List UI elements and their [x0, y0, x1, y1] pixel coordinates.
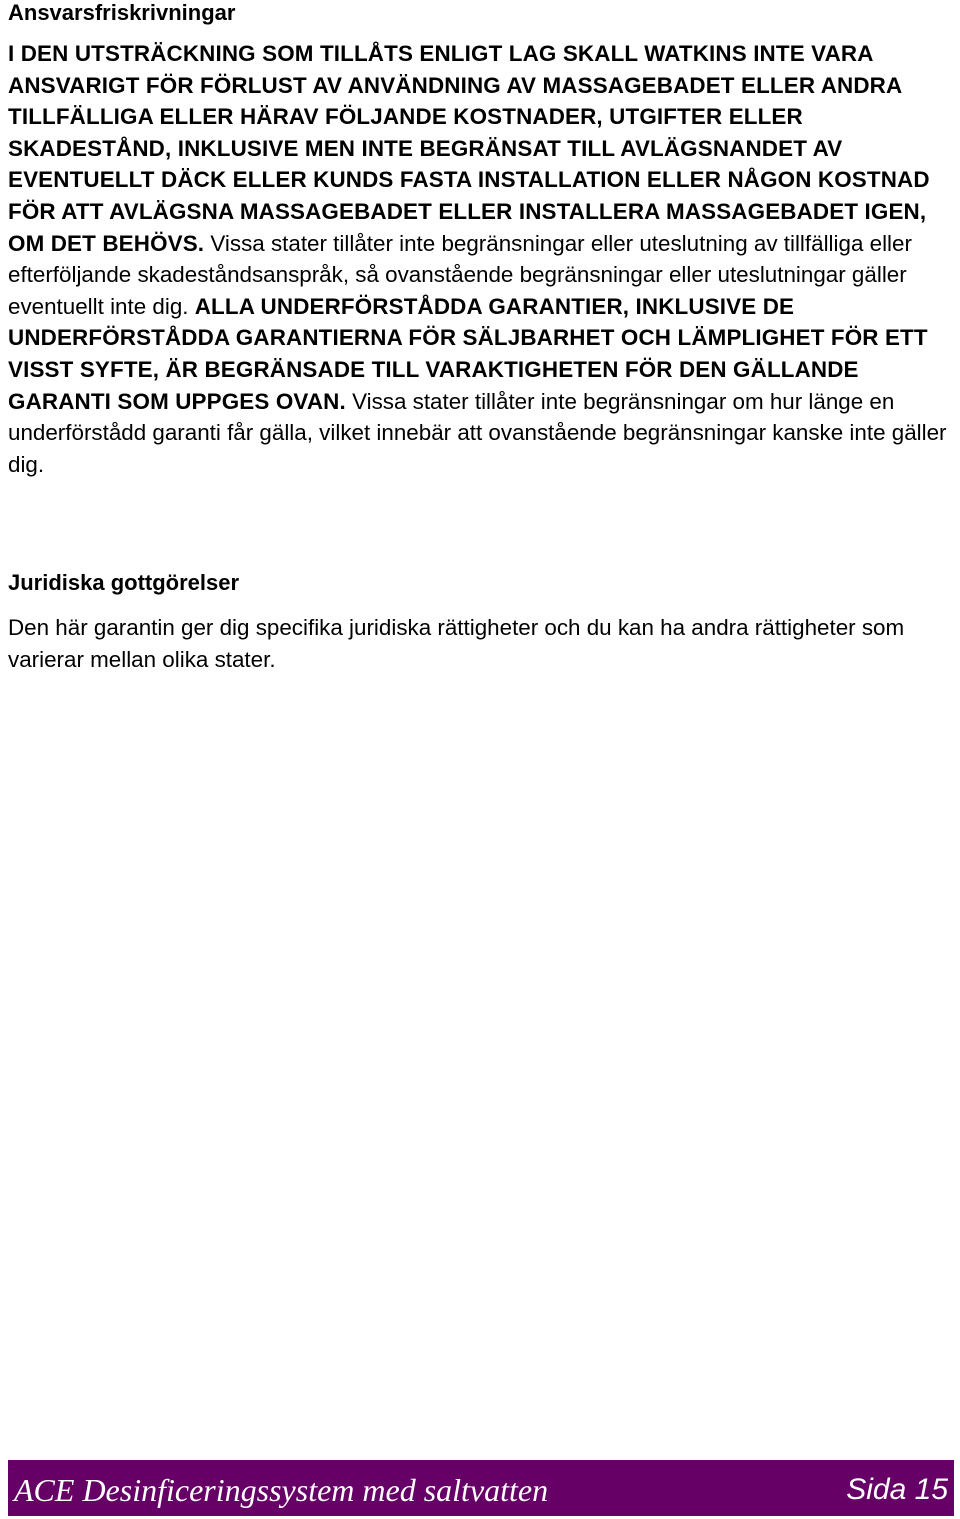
section-heading-legal-remedies: Juridiska gottgörelser [8, 570, 240, 595]
disclaimer-text-2: Vissa stater tillåter inte begränsningar om hur länge en underförstådd garanti får gälla, vilket innebär att ovanstående begränsningar kanske inte gäller dig. [8, 388, 947, 477]
section-heading-disclaimers: Ansvarsfriskrivningar [8, 0, 236, 25]
disclaimer-caps-2: ALLA UNDERFÖRSTÅDDA GARANTIER, INKLUSIVE DE UNDERFÖRSTÅDDA GARANTIERNA FÖR SÄLJBARHET OCH LÄMPLIGHET FÖR ETT VISST SYFTE, ÄR BEGRÄNSADE TILL VARAKTIGHETEN FÖR DEN GÄLLANDE GARANTI SOM UPPGES OVAN. [8, 293, 928, 414]
footer-document-title: ACE Desinficeringssystem med saltvatten [14, 1472, 549, 1508]
disclaimer-caps-1: I DEN UTSTRÄCKNING SOM TILLÅTS ENLIGT LAG SKALL WATKINS INTE VARA ANSVARIGT FÖR FÖRLUST AV ANVÄNDNING AV MASSAGEBADET ELLER ANDRA TILLFÄLLIGA ELLER HÄRAV FÖLJANDE KOSTNADER, UTGIFTER ELLER SKADESTÅND, INKLUSIVE MEN INTE BEGRÄNSAT TILL AVLÄGSNANDET AV EVENTUELLT DÄCK ELLER KUNDS FASTA INSTALLATION ELLER NÅGON KOSTNAD FÖR ATT AVLÄGSNA MASSAGEBADET ELLER INSTALLERA MASSAGEBADET IGEN, OM DET BEHÖVS. [8, 41, 930, 256]
disclaimer-text-1: Vissa stater tillåter inte begränsningar eller uteslutning av tillfälliga eller efterföljande skadeståndsanspråk, så ovanstående begränsningar eller uteslutningar gäller eventuellt inte dig. [8, 230, 912, 319]
legal-remedies-paragraph: Den här garantin ger dig specifika juridiska rättigheter och du kan ha andra rättigheter som varierar mellan olika stater. [8, 615, 905, 672]
disclaimer-paragraph [8, 38, 948, 480]
footer-page-number: Sida 15 [846, 1473, 948, 1506]
page-footer [8, 1460, 954, 1516]
